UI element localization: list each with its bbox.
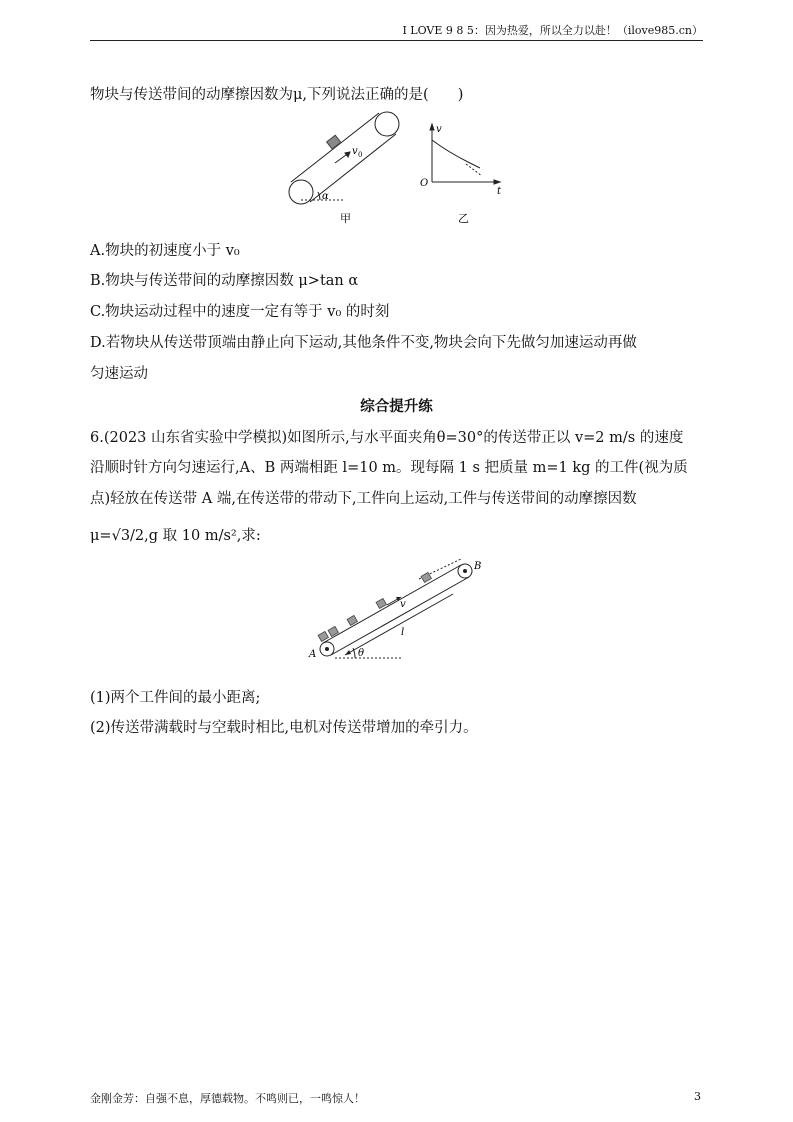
label-jia: 甲 xyxy=(340,212,351,225)
q6-figure xyxy=(305,555,505,670)
svg-text:θ: θ xyxy=(358,648,365,659)
block xyxy=(327,135,341,149)
svg-text:B: B xyxy=(474,561,482,572)
section-title: 综合提升练 xyxy=(360,398,433,415)
q6-line3: 点)轻放在传送带 A 端,在传送带的带动下,工件向上运动,工件与传送带间的动摩擦因数 xyxy=(90,491,637,507)
option-b: B.物块与传送带间的动摩擦因数 μ>tan α xyxy=(90,273,359,289)
option-c: C.物块运动过程中的速度一定有等于 v₀ 的时刻 xyxy=(90,304,390,320)
svg-text:O: O xyxy=(420,178,429,189)
option-d: D.若物块从传送带顶端由静止向下运动,其他条件不变,物块会向下先做匀加速运动再做 xyxy=(90,335,637,351)
svg-text:t: t xyxy=(497,186,502,197)
q6-line1: 6.(2023 山东省实验中学模拟)如图所示,与水平面夹角θ=30°的传送带正以 v=2 m/s 的速度 xyxy=(90,430,684,446)
workpieces xyxy=(318,572,431,641)
top-roller xyxy=(375,112,399,136)
page-header: I LOVE 9 8 5：因为热爱，所以全力以赴！（ilove985.cn） xyxy=(90,22,703,41)
v0-label: v xyxy=(352,146,358,157)
q6-line2: 沿顺时针方向匀速运行,A、B 两端相距 l=10 m。现每隔 1 s 把质量 m=1 kg 的工件(视为质 xyxy=(90,460,688,476)
q5-figure xyxy=(270,108,520,228)
svg-text:v: v xyxy=(400,599,406,610)
option-a: A.物块的初速度小于 v₀ xyxy=(90,243,240,259)
svg-text:l: l xyxy=(401,627,405,638)
svg-text:v: v xyxy=(436,124,442,135)
label-yi: 乙 xyxy=(458,212,469,225)
tangent-dashed xyxy=(466,164,482,176)
page-footer: 金刚金芳：自强不息，厚德载物。不鸣则已，一鸣惊人！ xyxy=(90,1092,365,1105)
alpha-label: α xyxy=(322,191,329,202)
q6-line4: μ=√3/2,g 取 10 m/s²,求: xyxy=(90,528,261,544)
q6-sub1: (1)两个工件间的最小距离; xyxy=(90,690,261,706)
option-d-cont: 匀速运动 xyxy=(90,366,148,382)
belt-diagram-jia xyxy=(289,112,399,204)
q6-sub2: (2)传送带满载时与空载时相比,电机对传送带增加的牵引力。 xyxy=(90,720,478,736)
page-number: 3 xyxy=(694,1090,701,1103)
svg-text:0: 0 xyxy=(358,151,363,159)
vt-curve xyxy=(432,140,480,168)
q5-stem: 物块与传送带间的动摩擦因数为μ,下列说法正确的是( ) xyxy=(90,87,464,103)
svg-text:A: A xyxy=(309,649,317,660)
l-arrow xyxy=(345,594,453,655)
